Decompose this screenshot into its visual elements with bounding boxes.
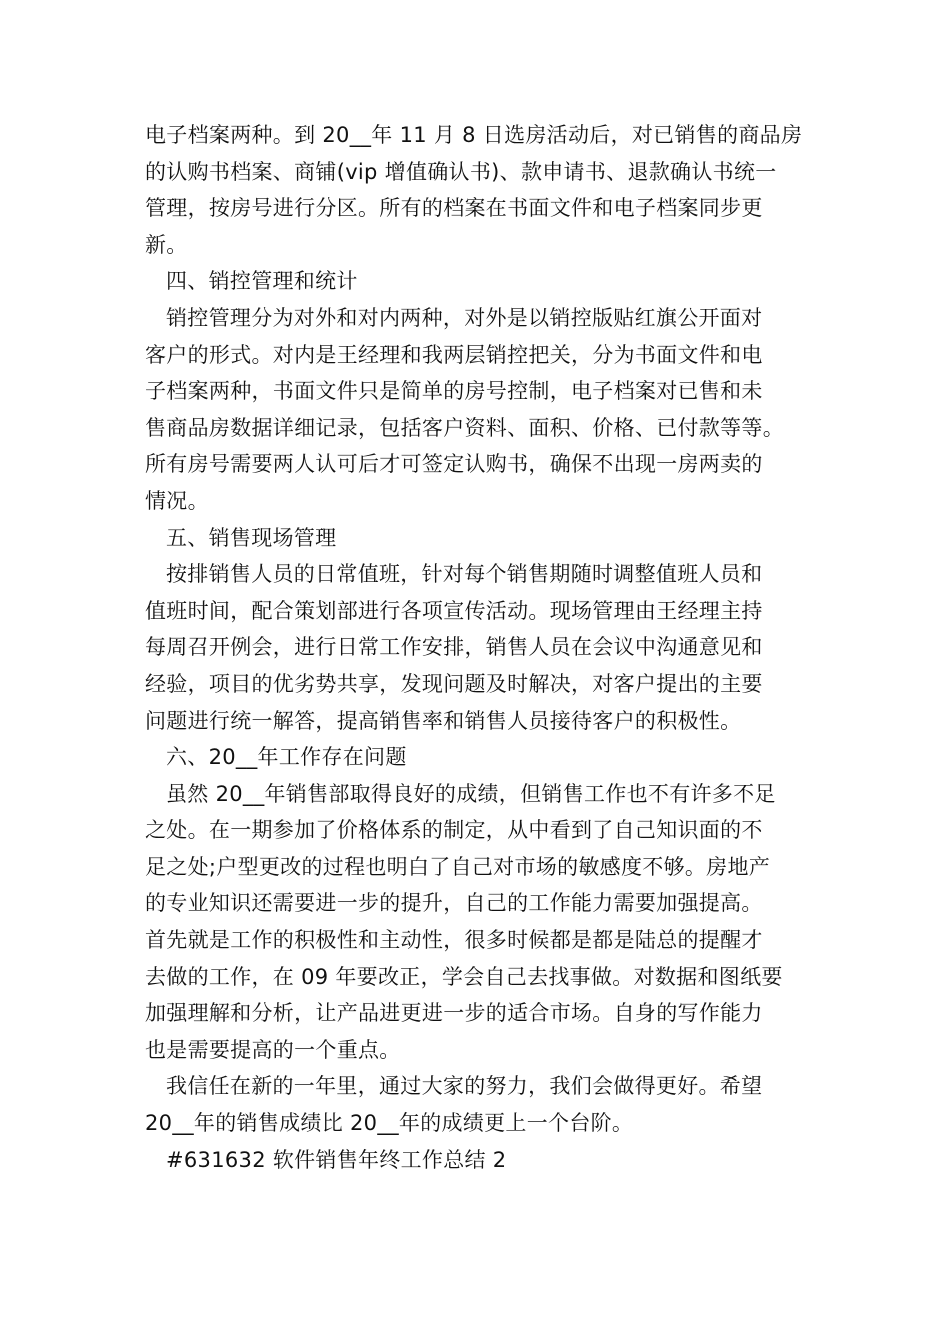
paragraph-outlook [145,1068,815,1141]
text-line: 情况。 [145,488,209,513]
text-line: 的认购书档案、商铺(vip 增值确认书)、款申请书、退款确认书统一 [145,159,777,184]
text-line: 足之处;户型更改的过程也明白了自己对市场的敏感度不够。房地产 [145,854,771,879]
text-line: 值班时间，配合策划部进行各项宣传活动。现场管理由王经理主持 [145,598,763,623]
text-line: 的专业知识还需要进一步的提升，自己的工作能力需要加强提高。 [145,891,763,916]
paragraph-problems [145,776,815,1069]
text-line: 也是需要提高的一个重点。 [145,1037,401,1062]
text-line: 之处。在一期参加了价格体系的制定，从中看到了自己知识面的不 [145,818,763,843]
paragraph-archive [145,117,815,263]
paragraph-onsite-management [145,556,815,739]
section-heading-problems: 六、20__年工作存在问题 [166,745,407,770]
text-line: 问题进行统一解答，提高销售率和销售人员接待客户的积极性。 [145,708,742,733]
text-line: 子档案两种，书面文件只是简单的房号控制，电子档案对已售和未 [145,379,763,404]
section-heading-sales-control: 四、销控管理和统计 [166,269,358,294]
document-page [145,117,815,1178]
text-line: 虽然 20__年销售部取得良好的成绩，但销售工作也不有许多不足 [166,781,776,806]
text-line: 经验，项目的优劣势共享，发现问题及时解决，对客户提出的主要 [145,671,763,696]
text-line: 每周召开例会，进行日常工作安排，销售人员在会议中沟通意见和 [145,635,763,660]
paragraph-sales-control [145,300,815,520]
text-line: 客户的形式。对内是王经理和我两层销控把关，分为书面文件和电 [145,342,763,367]
text-line: 管理，按房号进行分区。所有的档案在书面文件和电子档案同步更 [145,196,763,221]
text-line: 去做的工作，在 09 年要改正，学会自己去找事做。对数据和图纸要 [145,964,783,989]
text-line: 新。 [145,232,188,257]
text-line: 我信任在新的一年里，通过大家的努力，我们会做得更好。希望 [166,1074,763,1099]
text-line: 加强理解和分析，让产品进更进一步的适合市场。自身的写作能力 [145,1001,763,1026]
text-line: 首先就是工作的积极性和主动性，很多时候都是都是陆总的提醒才 [145,928,763,953]
text-line: 电子档案两种。到 20__年 11 月 8 日选房活动后，对已销售的商品房 [145,123,803,147]
text-line: 20__年的销售成绩比 20__年的成绩更上一个台阶。 [145,1111,634,1136]
text-line: 按排销售人员的日常值班，针对每个销售期随时调整值班人员和 [166,562,763,587]
text-line: 售商品房数据详细记录，包括客户资料、面积、价格、已付款等等。 [145,415,784,440]
text-line: 销控管理分为对外和对内两种，对外是以销控版贴红旗公开面对 [166,305,763,330]
text-line: 所有房号需要两人认可后才可签定认购书，确保不出现一房两卖的 [145,452,763,477]
next-article-title: #631632 软件销售年终工作总结 2 [166,1147,507,1172]
section-heading-onsite-management: 五、销售现场管理 [166,525,337,550]
